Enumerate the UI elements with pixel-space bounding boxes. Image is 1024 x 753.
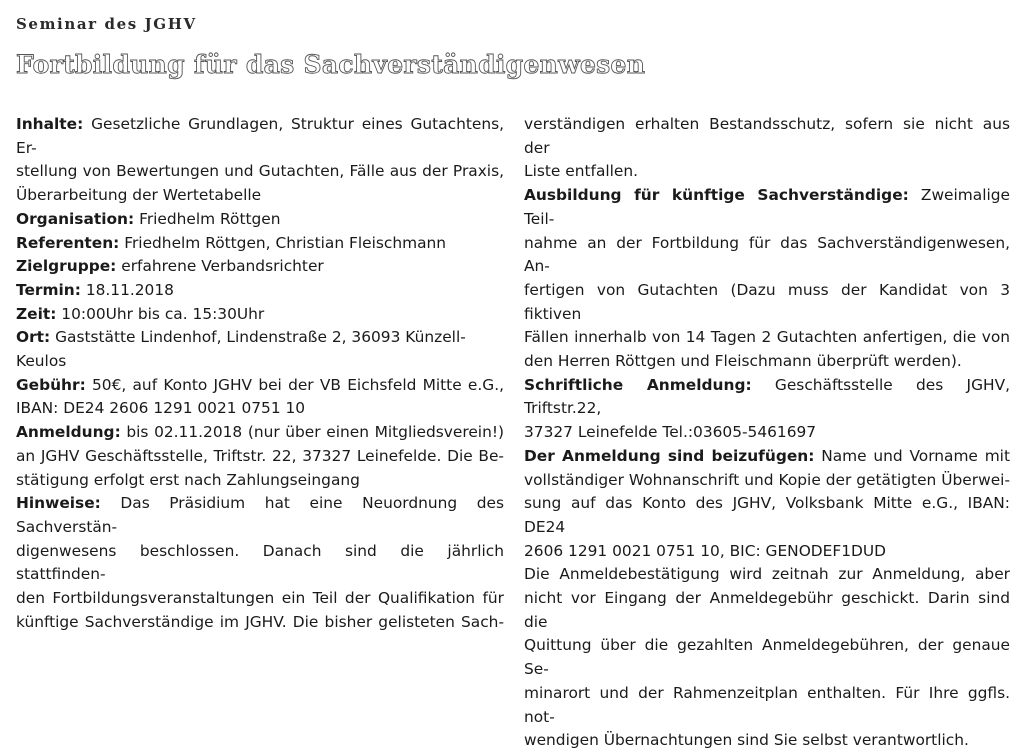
- ort-value: Gaststätte Lindenhof, Lindenstraße 2, 36093 Künzell-Keulos: [16, 328, 466, 371]
- schriftlich-label: Schriftliche Anmeldung:: [524, 375, 752, 394]
- ausbildung-line-1: [524, 184, 1010, 231]
- gebuehr-label: Gebühr:: [16, 375, 86, 394]
- organisation-value: Friedhelm Röttgen: [139, 209, 281, 228]
- seminar-kicker: Seminar des JGHV: [16, 15, 197, 33]
- zeit-value: 10:00Uhr bis ca. 15:30Uhr: [61, 304, 265, 323]
- beizufuegen-line-3: sung auf das Konto des JGHV, Volksbank Mitte e.G., IBAN: DE24: [524, 494, 1010, 536]
- schriftlich-text-1: Geschäftsstelle des JGHV, Triftstr.22,: [524, 375, 1010, 418]
- anmeldung-line-1: [16, 421, 504, 445]
- bestaetigung-line-5: wendigen Übernachtungen sind Sie selbst verantwortlich.: [524, 731, 969, 750]
- referenten-value: Friedhelm Röttgen, Christian Fleischmann: [124, 233, 447, 252]
- page-title: Fortbildung für das Sachverständigenwesen: [16, 50, 646, 79]
- gebuehr-text-1: 50€, auf Konto JGHV bei der VB Eichsfeld Mitte e.G.,: [92, 375, 504, 394]
- beizufuegen-line-2: vollständiger Wohnanschrift und Kopie der getätigten Überwei-: [524, 470, 1010, 489]
- hinweise-label: Hinweise:: [16, 494, 101, 513]
- bestaetigung-line-2: nicht vor Eingang der Anmeldegebühr geschickt. Darin sind die: [524, 589, 1010, 631]
- schriftlich-line-2: 37327 Leinefelde Tel.:03605-5461697: [524, 423, 817, 442]
- inhalte-line-2: stellung von Bewertungen und Gutachten, Fälle aus der Praxis,: [16, 162, 504, 181]
- organisation-label: Organisation:: [16, 209, 135, 228]
- inhalte-line-1: [16, 113, 504, 160]
- anmeldung-text-1: bis 02.11.2018 (nur über einen Mitgliedsverein!): [126, 423, 504, 442]
- referenten-line: [16, 232, 504, 256]
- zeit-line: [16, 303, 504, 327]
- zielgruppe-value: erfahrene Verbandsrichter: [121, 257, 324, 276]
- inhalte-label: Inhalte:: [16, 115, 84, 133]
- hinweise-line-2: digenwesens beschlossen. Danach sind die jährlich stattfinden-: [16, 541, 504, 584]
- inhalte-text-1: Gesetzliche Grundlagen, Struktur eines Gutachtens, Er-: [16, 115, 504, 157]
- anmeldung-line-3: stätigung erfolgt erst nach Zahlungseingang: [16, 470, 360, 489]
- hinweise-line-1: [16, 492, 504, 539]
- ort-line: [16, 326, 504, 373]
- ausbildung-text-1: Zweimalige Teil-: [524, 186, 1010, 228]
- zielgruppe-line: [16, 255, 504, 279]
- organisation-line: [16, 208, 504, 232]
- gebuehr-line-2: IBAN: DE24 2606 1291 0021 0751 10: [16, 399, 306, 418]
- termin-label: Termin:: [16, 280, 81, 299]
- bestandsschutz-line-2: Liste entfallen.: [524, 162, 639, 181]
- referenten-label: Referenten:: [16, 233, 120, 252]
- zeit-label: Zeit:: [16, 304, 57, 323]
- inhalte-line-3: Überarbeitung der Wertetabelle: [16, 186, 262, 205]
- ausbildung-line-5: den Herren Röttgen und Fleischmann überprüft werden).: [524, 352, 962, 371]
- beizufuegen-text-1: Name und Vorname mit: [821, 446, 1010, 465]
- bestaetigung-line-3: Quittung über die gezahlten Anmeldegebühren, der genaue Se-: [524, 636, 1010, 679]
- right-column: [524, 113, 1010, 753]
- beizufuegen-label: Der Anmeldung sind beizufügen:: [524, 446, 815, 465]
- ausbildung-line-4: Fällen innerhalb von 14 Tagen 2 Gutachten anfertigen, die von: [524, 328, 1010, 347]
- bestandsschutz-line-1: verständigen erhalten Bestandsschutz, sofern sie nicht aus der: [524, 115, 1010, 157]
- schriftlich-line-1: [524, 374, 1010, 421]
- hinweise-text-1: Das Präsidium hat eine Neuordnung des Sachverstän-: [16, 494, 504, 536]
- zielgruppe-label: Zielgruppe:: [16, 257, 117, 276]
- ort-label: Ort:: [16, 328, 51, 347]
- anmeldung-line-2: an JGHV Geschäftsstelle, Triftstr. 22, 37327 Leinefelde. Die Be-: [16, 446, 504, 465]
- beizufuegen-line-4: 2606 1291 0021 0751 10, BIC: GENODEF1DUD: [524, 541, 886, 560]
- ausbildung-label: Ausbildung für künftige Sachverständige:: [524, 186, 909, 205]
- hinweise-line-3: den Fortbildungsveranstaltungen ein Teil der Qualifikation für: [16, 589, 504, 608]
- ausbildung-line-3: fertigen von Gutachten (Dazu muss der Kandidat von 3 fiktiven: [524, 280, 1010, 323]
- ausbildung-line-2: nahme an der Fortbildung für das Sachverständigenwesen, An-: [524, 233, 1010, 276]
- left-column: [16, 113, 504, 634]
- termin-line: [16, 279, 504, 303]
- bestaetigung-line-4: minarort und der Rahmenzeitplan enthalten. Für Ihre ggfls. not-: [524, 683, 1010, 726]
- gebuehr-line-1: [16, 374, 504, 398]
- hinweise-line-4: künftige Sachverständige im JGHV. Die bisher gelisteten Sach-: [16, 612, 504, 631]
- beizufuegen-line-1: [524, 445, 1010, 469]
- termin-value: 18.11.2018: [85, 280, 174, 299]
- anmeldung-label: Anmeldung:: [16, 423, 121, 442]
- bestaetigung-line-1: Die Anmeldebestätigung wird zeitnah zur Anmeldung, aber: [524, 565, 1010, 584]
